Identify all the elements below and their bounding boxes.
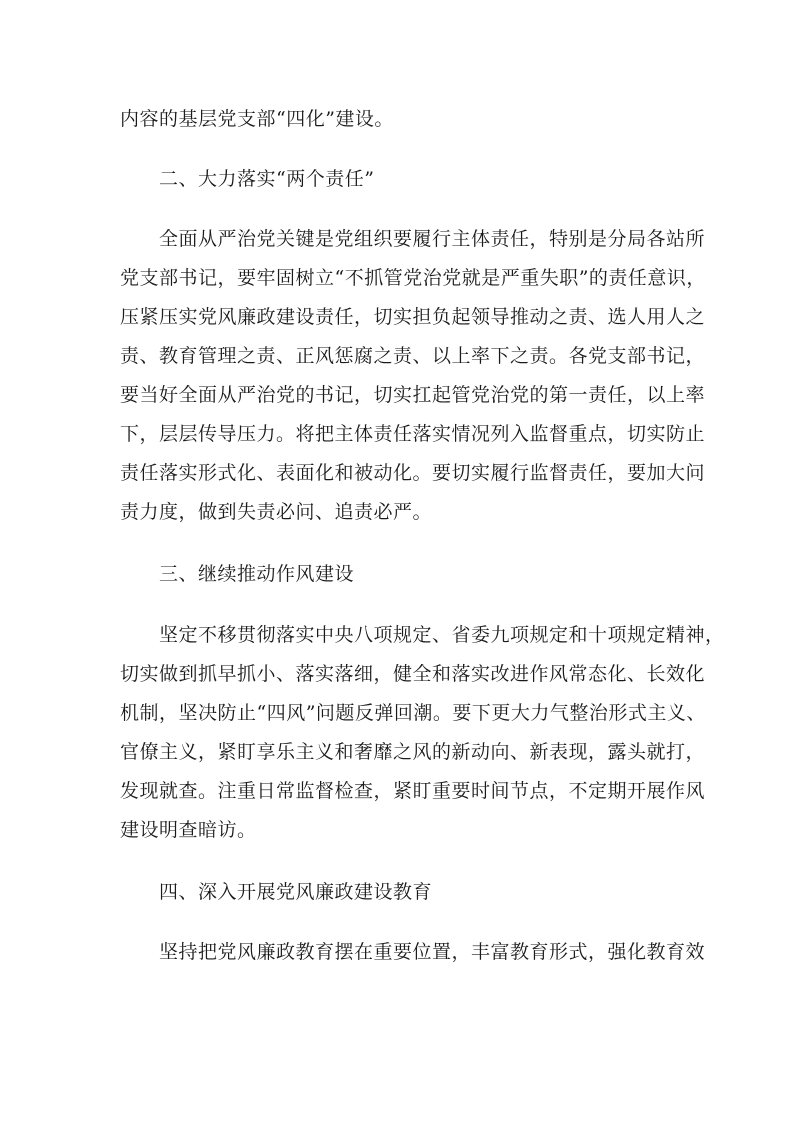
text-line: 全面从严治党关键是党组织要履行主体责任，特别是分局各站所 bbox=[159, 228, 706, 250]
text-line: 官僚主义，紧盯享乐主义和奢靡之风的新动向、新表现，露头就打， bbox=[120, 741, 706, 763]
text-line: 责任落实形式化、表面化和被动化。要切实履行监督责任，要加大问 bbox=[120, 462, 706, 484]
text-line: 要当好全面从严治党的书记，切实扛起管党治党的第一责任，以上率 bbox=[120, 384, 706, 406]
text-line: 责、教育管理之责、正风惩腐之责、以上率下之责。各党支部书记， bbox=[120, 345, 706, 367]
text-line: 内容的基层党支部“四化”建设。 bbox=[120, 108, 394, 130]
text-line: 发现就查。注重日常监督检查，紧盯重要时间节点，不定期开展作风 bbox=[120, 780, 706, 802]
text-line: 坚持把党风廉政教育摆在重要位置，丰富教育形式，强化教育效 bbox=[159, 941, 706, 963]
text-line: 切实做到抓早抓小、落实落细，健全和落实改进作风常态化、长效化 bbox=[120, 663, 706, 685]
section-heading: 二、大力落实“两个责任” bbox=[159, 168, 375, 190]
text-line: 下，层层传导压力。将把主体责任落实情况列入监督重点，切实防止 bbox=[120, 423, 706, 445]
text-line: 党支部书记，要牢固树立“不抓管党治党就是严重失职”的责任意识， bbox=[120, 267, 706, 289]
section-heading: 三、继续推动作风建设 bbox=[159, 563, 355, 585]
text-line: 责力度，做到失责必问、追责必严。 bbox=[120, 501, 433, 523]
text-line: 坚定不移贯彻落实中央八项规定、省委九项规定和十项规定精神， bbox=[159, 624, 725, 646]
text-line: 机制，坚决防止“四风”问题反弹回潮。要下更大力气整治形式主义、 bbox=[120, 702, 706, 724]
text-line: 建设明查暗访。 bbox=[120, 819, 257, 841]
text-line: 压紧压实党风廉政建设责任，切实担负起领导推动之责、选人用人之 bbox=[120, 306, 706, 328]
section-heading: 四、深入开展党风廉政建设教育 bbox=[159, 881, 433, 903]
